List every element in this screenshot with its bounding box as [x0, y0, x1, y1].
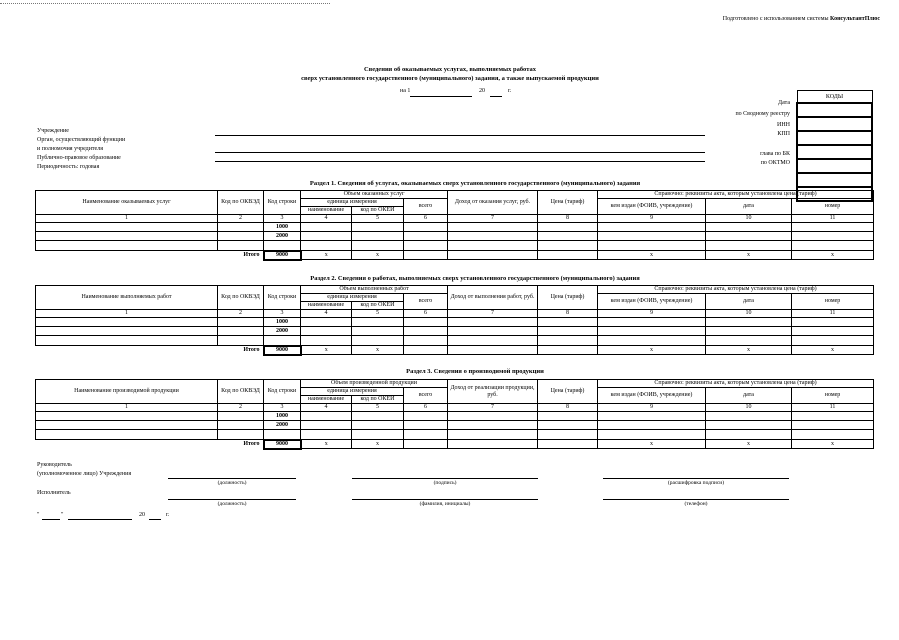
s1-itogo-code: 9000: [264, 251, 301, 260]
s1-date-header: дата: [706, 199, 792, 215]
codes-header: КОДЫ: [797, 91, 872, 104]
executor-label: Исполнитель: [37, 490, 71, 496]
s2-cell[interactable]: [792, 318, 874, 327]
head-label2: (уполномоченное лицо) Учреждения: [37, 471, 132, 477]
sign-date-suffix: г.: [166, 512, 170, 518]
date-year: 20: [479, 88, 485, 94]
s1-name-header: Наименование оказываемых услуг: [36, 191, 218, 215]
sign-date-q2: ": [61, 512, 64, 518]
s2-okei-header: код по ОКЕИ: [352, 302, 404, 310]
s1-cell[interactable]: [792, 241, 874, 251]
s2-ref-header: Справочно: реквизиты акта, которым установлена цена (тариф): [598, 286, 874, 294]
s3-itogo-x4: x: [706, 440, 792, 449]
s3-num-4: 4: [301, 404, 352, 412]
s2-unit-header: единица измерения: [301, 294, 404, 302]
s1-row2000-code: 2000: [264, 232, 301, 241]
s3-itogo: Итого: [243, 440, 260, 447]
prepared-text: Подготовлено с использованием системы: [722, 16, 829, 22]
s2-num-8: 8: [538, 310, 598, 318]
s3-num-8: 8: [538, 404, 598, 412]
s3-cell[interactable]: [598, 412, 706, 421]
exec-phone-caption: (телефон): [684, 501, 708, 507]
s3-itogo-x5: x: [792, 440, 874, 449]
code-label-bk: глава по БК: [760, 151, 790, 157]
s1-cell[interactable]: [352, 223, 404, 232]
sign-day-line[interactable]: [42, 519, 60, 520]
s2-cell[interactable]: [404, 327, 448, 336]
s3-cell[interactable]: [404, 430, 448, 440]
s1-itogo-x3: x: [598, 251, 706, 260]
exec-fio-line[interactable]: [352, 499, 538, 500]
head-position-caption: (должность): [217, 480, 247, 486]
sign-date-q1: ": [37, 512, 40, 518]
s3-cell[interactable]: [792, 430, 874, 440]
s3-number-header: номер: [792, 388, 874, 404]
date-prefix: на 1: [400, 88, 411, 94]
title-date: [400, 88, 410, 95]
s1-row2000-okved[interactable]: [218, 232, 264, 241]
s3-cell[interactable]: [36, 412, 218, 421]
s2-cell[interactable]: [792, 336, 874, 346]
s2-cell[interactable]: [352, 327, 404, 336]
date-line: [410, 96, 472, 97]
s2-cell[interactable]: [264, 336, 301, 346]
s1-num-3: 3: [264, 215, 301, 223]
s1-cell[interactable]: [36, 241, 218, 251]
table-row: [36, 223, 874, 232]
head-signature-caption: (подпись): [433, 480, 457, 486]
s1-cell[interactable]: [598, 223, 706, 232]
s3-ref-header: Справочно: реквизиты акта, которым установлена цена (тариф): [598, 380, 874, 388]
s3-cell[interactable]: [598, 421, 706, 430]
s3-itogo-price[interactable]: [538, 440, 598, 449]
s2-num-9: 9: [598, 310, 706, 318]
code-label-date: Дата: [778, 100, 790, 106]
s1-cell[interactable]: [538, 223, 598, 232]
s2-cell[interactable]: [538, 336, 598, 346]
s3-num-6: 6: [404, 404, 448, 412]
s2-num-1: 1: [36, 310, 218, 318]
total-row: [36, 346, 874, 355]
s3-okved-header: Код по ОКВЭД: [218, 380, 264, 404]
code-label-inn: ИНН: [777, 122, 790, 128]
s2-itogo-total[interactable]: [404, 346, 448, 355]
s3-itogo-code: 9000: [264, 440, 301, 449]
s1-num-1: 1: [36, 215, 218, 223]
s2-total-header: всего: [404, 294, 448, 310]
s2-price-header: Цена (тариф): [538, 286, 598, 310]
s2-cell[interactable]: [706, 318, 792, 327]
s3-itogo-income[interactable]: [448, 440, 538, 449]
s1-itogo: Итого: [243, 251, 260, 258]
s2-cell[interactable]: [36, 318, 218, 327]
s1-num-8: 8: [538, 215, 598, 223]
s1-cell[interactable]: [404, 223, 448, 232]
org-label-body: Орган, осуществляющий функции: [37, 137, 126, 143]
s1-cell[interactable]: [538, 241, 598, 251]
s2-cell[interactable]: [448, 327, 538, 336]
s1-cell[interactable]: [352, 241, 404, 251]
s3-cell[interactable]: [538, 412, 598, 421]
table-row: [36, 336, 874, 346]
section1-table: [35, 190, 874, 261]
s2-cell[interactable]: [538, 327, 598, 336]
s2-okved-header: Код по ОКВЭД: [218, 286, 264, 310]
s1-cell[interactable]: [448, 232, 538, 241]
s1-cell[interactable]: [301, 232, 352, 241]
section3-table: [35, 379, 874, 450]
s2-cell[interactable]: [598, 318, 706, 327]
s2-number-header: номер: [792, 294, 874, 310]
s1-cell[interactable]: [792, 223, 874, 232]
s3-unit-header: единица измерения: [301, 388, 404, 396]
head-position-line[interactable]: [168, 478, 296, 479]
s1-cell[interactable]: [218, 241, 264, 251]
org-label-public: Публично-правовое образование: [37, 155, 121, 161]
s2-row2000-code: 2000: [264, 327, 301, 336]
s1-num-6: 6: [404, 215, 448, 223]
body-line[interactable]: [215, 152, 705, 153]
code-label-registry: по Сводному реестру: [735, 111, 790, 117]
s1-cell[interactable]: [404, 241, 448, 251]
s1-cell[interactable]: [301, 241, 352, 251]
s3-num-9: 9: [598, 404, 706, 412]
s3-cell[interactable]: [538, 430, 598, 440]
code-empty[interactable]: [797, 159, 872, 173]
s3-cell[interactable]: [706, 430, 792, 440]
s3-issuer-header: кем издан (ФОИВ, учреждение): [598, 388, 706, 404]
table-row: [36, 241, 874, 251]
s3-itogo-total[interactable]: [404, 440, 448, 449]
exec-position-line[interactable]: [168, 499, 296, 500]
s3-cell[interactable]: [36, 430, 218, 440]
s2-num-5: 5: [352, 310, 404, 318]
s1-volume-header: Объем оказанных услуг: [301, 191, 448, 199]
s1-rowcode-header: Код строки: [264, 191, 301, 215]
s2-rowcode-header: Код строки: [264, 286, 301, 310]
s1-itogo-total[interactable]: [404, 251, 448, 260]
s1-unitname-header: наименование: [301, 207, 352, 215]
s1-cell[interactable]: [404, 232, 448, 241]
s2-cell[interactable]: [792, 327, 874, 336]
sign-date-year: 20: [139, 512, 145, 518]
section3-title: Раздел 3. Сведения о производимой продукции: [406, 368, 544, 375]
s2-cell[interactable]: [36, 336, 218, 346]
s3-num-7: 7: [448, 404, 538, 412]
scan-edge: [0, 3, 330, 4]
s3-okei-header: код по ОКЕИ: [352, 396, 404, 404]
form-title-line2: сверх установленного государственного (муниципального) задания, а также выпускаемой продукции: [301, 75, 599, 82]
s2-itogo-x2: x: [352, 346, 404, 355]
org-label-institution: Учреждение: [37, 128, 69, 134]
s3-cell[interactable]: [598, 430, 706, 440]
s2-itogo-price[interactable]: [538, 346, 598, 355]
s3-row2000-code: 2000: [264, 421, 301, 430]
s2-cell[interactable]: [404, 336, 448, 346]
s1-cell[interactable]: [538, 232, 598, 241]
s2-issuer-header: кем издан (ФОИВ, учреждение): [598, 294, 706, 310]
exec-phone-line[interactable]: [603, 499, 789, 500]
total-row: [36, 251, 874, 260]
s3-rowcode-header: Код строки: [264, 380, 301, 404]
s2-volume-header: Объем выполненных работ: [301, 286, 448, 294]
s1-cell[interactable]: [352, 232, 404, 241]
head-decode-caption: (расшифровка подписи): [667, 480, 725, 486]
s3-num-3: 3: [264, 404, 301, 412]
s3-num-2: 2: [218, 404, 264, 412]
codes-table: [796, 90, 873, 202]
s2-row1000-code: 1000: [264, 318, 301, 327]
s2-cell[interactable]: [301, 327, 352, 336]
s1-unit-header: единица измерения: [301, 199, 404, 207]
s3-cell[interactable]: [448, 421, 538, 430]
section1-title: Раздел 1. Сведения об услугах, оказываемых сверх установленного государственного (муниципального) задания: [309, 180, 641, 187]
s3-name-header: Наименование производимой продукции: [36, 380, 218, 404]
s2-name-header: Наименование выполняемых работ: [36, 286, 218, 310]
s2-unitname-header: наименование: [301, 302, 352, 310]
s3-num-1: 1: [36, 404, 218, 412]
s1-cell[interactable]: [706, 223, 792, 232]
s2-itogo-income[interactable]: [448, 346, 538, 355]
s2-cell[interactable]: [218, 327, 264, 336]
s1-itogo-income[interactable]: [448, 251, 538, 260]
s1-issuer-header: кем издан (ФОИВ, учреждение): [598, 199, 706, 215]
s1-cell[interactable]: [792, 232, 874, 241]
s3-cell[interactable]: [538, 421, 598, 430]
s3-cell[interactable]: [301, 412, 352, 421]
s2-cell[interactable]: [301, 318, 352, 327]
institution-line[interactable]: [215, 135, 705, 136]
s1-okved-header: Код по ОКВЭД: [218, 191, 264, 215]
code-inn[interactable]: [797, 131, 872, 145]
s1-num-10: 10: [706, 215, 792, 223]
s1-cell[interactable]: [598, 232, 706, 241]
prepared-note: [640, 16, 880, 23]
s3-cell[interactable]: [36, 421, 218, 430]
s1-cell[interactable]: [598, 241, 706, 251]
s3-itogo-x3: x: [598, 440, 706, 449]
s3-cell[interactable]: [792, 421, 874, 430]
s3-price-header: Цена (тариф): [538, 380, 598, 404]
s3-cell[interactable]: [218, 412, 264, 421]
s3-cell[interactable]: [448, 430, 538, 440]
s2-cell[interactable]: [538, 318, 598, 327]
s3-num-5: 5: [352, 404, 404, 412]
table-row: [36, 412, 874, 421]
s1-row1000-code: 1000: [264, 223, 301, 232]
s2-num-3: 3: [264, 310, 301, 318]
s3-cell[interactable]: [706, 412, 792, 421]
s2-cell[interactable]: [301, 336, 352, 346]
org-label-period: Периодичность: годовая: [37, 164, 100, 170]
s3-cell[interactable]: [218, 430, 264, 440]
s1-cell[interactable]: [448, 223, 538, 232]
s1-itogo-x1: x: [301, 251, 352, 260]
s3-cell[interactable]: [792, 412, 874, 421]
s1-cell[interactable]: [301, 223, 352, 232]
s2-cell[interactable]: [448, 336, 538, 346]
s1-itogo-x2: x: [352, 251, 404, 260]
s3-volume-header: Объем произведенной продукции: [301, 380, 448, 388]
s1-total-header: всего: [404, 199, 448, 215]
s2-itogo: Итого: [243, 346, 260, 353]
s2-itogo-x3: x: [598, 346, 706, 355]
s1-num-4: 4: [301, 215, 352, 223]
s2-cell[interactable]: [598, 336, 706, 346]
s3-cell[interactable]: [352, 430, 404, 440]
s2-itogo-x1: x: [301, 346, 352, 355]
s1-num-5: 5: [352, 215, 404, 223]
code-date[interactable]: [797, 103, 872, 117]
s3-cell[interactable]: [352, 412, 404, 421]
s1-num-2: 2: [218, 215, 264, 223]
exec-fio-caption: (фамилия, инициалы): [419, 501, 471, 507]
s2-cell[interactable]: [404, 318, 448, 327]
form-title-line1: Сведения об оказываемых услугах, выполняемых работах: [364, 66, 536, 73]
exec-position-caption: (должность): [217, 501, 247, 507]
s1-number-header: номер: [792, 199, 874, 215]
public-line[interactable]: [215, 161, 705, 162]
s1-itogo-price[interactable]: [538, 251, 598, 260]
s1-num-7: 7: [448, 215, 538, 223]
s1-cell[interactable]: [264, 241, 301, 251]
s2-num-7: 7: [448, 310, 538, 318]
s2-num-6: 6: [404, 310, 448, 318]
s2-itogo-x5: x: [792, 346, 874, 355]
s1-okei-header: код по ОКЕИ: [352, 207, 404, 215]
table-row: [36, 327, 874, 336]
brand-name: КонсультантПлюс: [830, 16, 880, 22]
s3-num-11: 11: [792, 404, 874, 412]
s1-itogo-x4: x: [706, 251, 792, 260]
s1-num-9: 9: [598, 215, 706, 223]
year-line: [490, 96, 502, 97]
s2-cell[interactable]: [218, 336, 264, 346]
head-label: Руководитель: [37, 462, 72, 468]
code-bk[interactable]: [797, 173, 872, 187]
s2-cell[interactable]: [706, 327, 792, 336]
s3-cell[interactable]: [352, 421, 404, 430]
s3-itogo-x2: x: [352, 440, 404, 449]
section2-table: [35, 285, 874, 356]
s2-cell[interactable]: [352, 318, 404, 327]
s2-itogo-code: 9000: [264, 346, 301, 355]
s3-date-header: дата: [706, 388, 792, 404]
code-label-oktmo: по ОКТМО: [760, 160, 790, 166]
s1-cell[interactable]: [706, 241, 792, 251]
s1-cell[interactable]: [448, 241, 538, 251]
s2-cell[interactable]: [598, 327, 706, 336]
s2-num-10: 10: [706, 310, 792, 318]
sign-month-line[interactable]: [68, 519, 132, 520]
code-registry[interactable]: [797, 117, 872, 131]
org-label-body2: и полномочия учредителя: [37, 146, 103, 152]
table-row: [36, 421, 874, 430]
s3-itogo-x1: x: [301, 440, 352, 449]
s2-itogo-x4: x: [706, 346, 792, 355]
s3-income-header: Доход от реализации продукции, руб.: [448, 380, 538, 404]
s1-num-11: 11: [792, 215, 874, 223]
date-suffix: г.: [508, 88, 512, 94]
s1-row1000-name[interactable]: [36, 223, 218, 232]
s2-date-header: дата: [706, 294, 792, 310]
s3-cell[interactable]: [448, 412, 538, 421]
s3-unitname-header: наименование: [301, 396, 352, 404]
s2-cell[interactable]: [352, 336, 404, 346]
s2-cell[interactable]: [448, 318, 538, 327]
s1-cell[interactable]: [706, 232, 792, 241]
s1-ref-header: Справочно: реквизиты акта, которым установлена цена (тариф): [598, 191, 874, 199]
s1-income-header: Доход от оказания услуг, руб.: [448, 191, 538, 215]
table-row: [36, 232, 874, 241]
section2-title: Раздел 2. Сведения о работах, выполняемых сверх установленного государственного (муниципального) задания: [310, 275, 640, 282]
table-row: [36, 430, 874, 440]
s2-income-header: Доход от выполнения работ, руб.: [448, 286, 538, 310]
total-row: [36, 440, 874, 449]
s1-row1000-okved[interactable]: [218, 223, 264, 232]
s3-cell[interactable]: [706, 421, 792, 430]
s3-cell[interactable]: [264, 430, 301, 440]
s3-cell[interactable]: [404, 412, 448, 421]
table-row: [36, 318, 874, 327]
code-label-kpp: КПП: [777, 131, 790, 137]
s2-num-2: 2: [218, 310, 264, 318]
s2-cell[interactable]: [706, 336, 792, 346]
s3-cell[interactable]: [218, 421, 264, 430]
head-decode-line[interactable]: [603, 478, 789, 479]
s3-row1000-code: 1000: [264, 412, 301, 421]
s3-cell[interactable]: [404, 421, 448, 430]
s1-itogo-x5: x: [792, 251, 874, 260]
code-kpp[interactable]: [797, 145, 872, 159]
s2-num-4: 4: [301, 310, 352, 318]
s1-price-header: Цена (тариф): [538, 191, 598, 215]
s2-num-11: 11: [792, 310, 874, 318]
head-signature-line[interactable]: [352, 478, 538, 479]
s1-row2000-name[interactable]: [36, 232, 218, 241]
sign-year-line[interactable]: [149, 519, 161, 520]
s3-cell[interactable]: [301, 430, 352, 440]
s2-cell[interactable]: [218, 318, 264, 327]
s3-cell[interactable]: [301, 421, 352, 430]
s3-total-header: всего: [404, 388, 448, 404]
s3-num-10: 10: [706, 404, 792, 412]
s2-cell[interactable]: [36, 327, 218, 336]
